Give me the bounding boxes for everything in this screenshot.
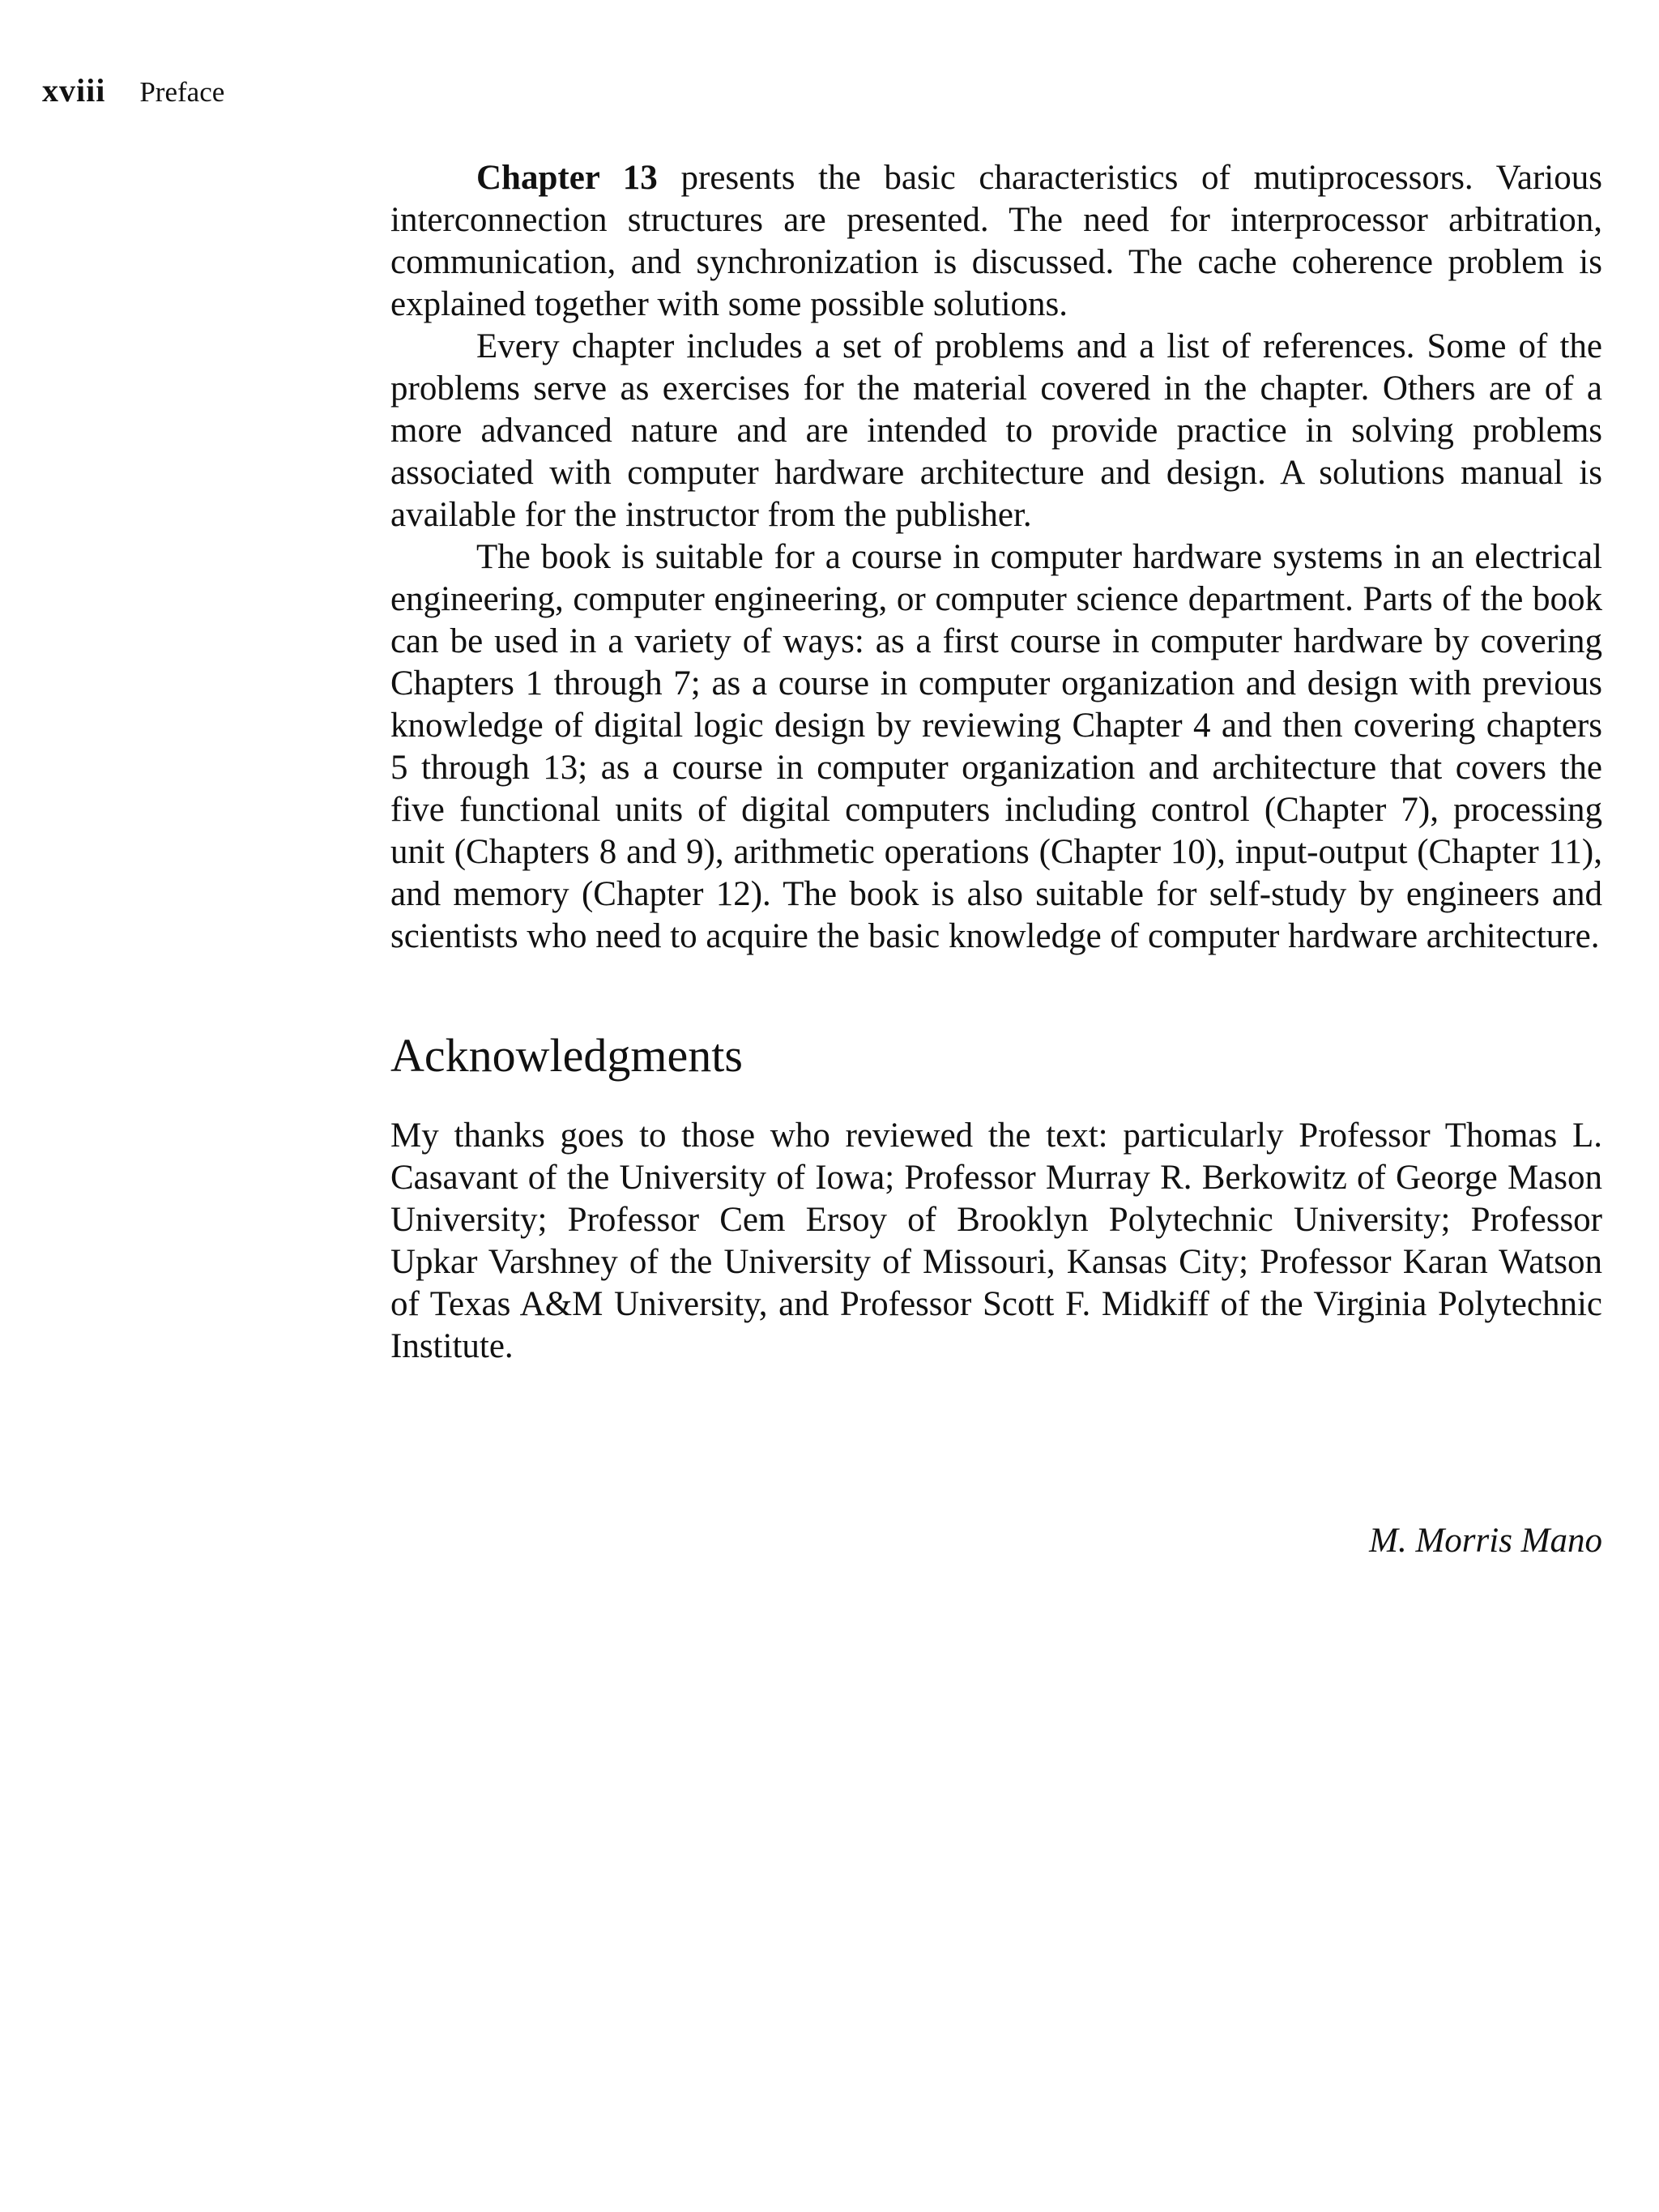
paragraph-chapter-13-text: presents the basic characteristics of mutiprocessors. Various interconnection structures are presented. The need for interprocessor arbitration, communication, and synchronization is discussed. The cache coherence problem is explained together with some possible solutions. xyxy=(390,159,1602,323)
paragraph-problems: Every chapter includes a set of problems and a list of references. Some of the problems serve as exercises for the material covered in the chapter. Others are of a more advanced nature and are intended to provide practice in solving problems associated with computer hardware architecture and design. A solutions manual is available for the instructor from the publisher. xyxy=(390,327,1602,534)
running-title: Preface xyxy=(139,76,225,108)
acknowledgments-paragraph: My thanks goes to those who reviewed the text: particularly Professor Thomas L. Casavant of the University of Iowa; Professor Murray R. Berkowitz of George Mason University; Professor Cem Ersoy of Brooklyn Polytechnic University; Professor Upkar Varshney of the University of Missouri, Kansas City; Professor Karan Watson of Texas A&M University, and Professor Scott F. Midkiff of the Virginia Polytechnic Institute. xyxy=(390,1117,1602,1365)
paragraph-course-usage: The book is suitable for a course in computer hardware systems in an electrical engineering, computer engineering, or computer science department. Parts of the book can be used in a variety of ways: as a first course in computer hardware by covering Chapters 1 through 7; as a course in computer organization and design with previous knowledge of digital logic design by reviewing Chapter 4 and then covering chapters 5 through 13; as a course in computer organization and architecture that covers the five functional units of digital computers including control (Chapter 7), processing unit (Chapters 8 and 9), arithmetic operations (Chapter 10), input-output (Chapter 11), and memory (Chapter 12). The book is also suitable for self-study by engineers and scientists who need to acquire the basic knowledge of computer hardware architecture. xyxy=(390,538,1602,955)
chapter-13-lead: Chapter 13 xyxy=(476,159,658,197)
author-signature: M. Morris Mano xyxy=(1369,1522,1602,1560)
page-content xyxy=(390,157,1602,1368)
running-head xyxy=(42,71,224,120)
page-number: xviii xyxy=(42,72,106,109)
acknowledgments-heading: Acknowledgments xyxy=(390,1029,743,1082)
paragraph-chapter-13 xyxy=(390,157,1602,326)
